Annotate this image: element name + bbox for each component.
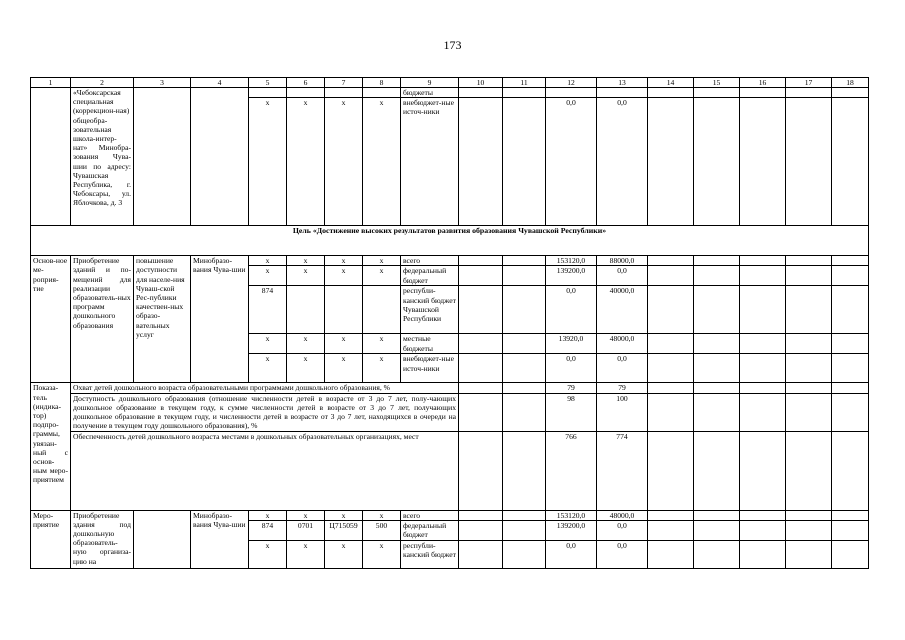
responsible-executor: Минобразо-вания Чува-шии	[191, 510, 249, 568]
table-row: x x x x республи-канский бюджет 0,0 0,0	[31, 540, 869, 568]
col-header: 6	[287, 78, 325, 88]
col-header: 18	[832, 78, 869, 88]
indicator-label: Показа-тель (индика-тор) подпро-граммы, увязан-ный с основ-ным меро-приятием	[31, 383, 71, 510]
header-row	[31, 78, 869, 88]
funding-source: федеральный бюджет	[401, 266, 459, 286]
col-header: 8	[363, 78, 401, 88]
activity-name: «Чебоксарская специальная (коррекцион-ная) общеобра-зовательная школа-интер-нат» Минобра-зования Чува-шии по адресу: Чувашская Республика, г. Чебоксары, ул. Яблочкова, д. 3	[71, 88, 134, 226]
col-header: 5	[249, 78, 287, 88]
funding-source: республи-канский бюджет	[401, 540, 459, 568]
table-row	[31, 88, 869, 98]
activity-name: Приобретение здания под дошкольную образователь-ную организа-цию на	[71, 510, 134, 568]
funding-source: федеральный бюджет	[401, 520, 459, 540]
goal-row	[31, 226, 869, 256]
col-header: 4	[191, 78, 249, 88]
indicator-text: Доступность дошкольного образования (отношение численности детей в возрасте от 3 до 7 лет, полу-чающих дошкольное образование в текущем году, к сумме численности детей в возрасте от 3 до 7 лет, получающих дошкольное образование в текущем году, и численности детей в возрасте от 3 до 7 лет, находящихся в очереди на получение в текущем году дошкольного образования), %	[71, 393, 459, 431]
col-header: 16	[740, 78, 786, 88]
funding-source: бюджеты	[401, 88, 459, 98]
responsible-executor: Минобразо-вания Чува-шии	[191, 256, 249, 383]
col-header: 7	[325, 78, 363, 88]
table-row: Основ-ное ме-роприя-тие Приобретение зданий и по-мещений для реализации образователь-ных программ дошкольного образования повышение доступности для населе-ния Чуваш-ской Рес-публики качествен-ных образо-вательных услуг Минобразо-вания Чува-шии x x x x всего 153120,0 88000,0	[31, 256, 869, 266]
page-number: 173	[443, 38, 462, 52]
indicator-text: Охват детей дошкольного возраста образовательными программами дошкольного образования, %	[71, 383, 459, 393]
funding-source: местные бюджеты	[401, 334, 459, 354]
col-header: 13	[597, 78, 648, 88]
table-row: Меро-приятие Приобретение здания под дошкольную образователь-ную организа-цию на Минобразо-вания Чува-шии x x x x всего 153120,0 48000,0	[31, 510, 869, 520]
indicator-row: Показа-тель (индика-тор) подпро-граммы, увязан-ный с основ-ным меро-приятием Охват детей дошкольного возраста образовательными программами дошкольного образования, % 79 79	[31, 383, 869, 393]
activity-goal	[134, 510, 191, 568]
activity-name: Приобретение зданий и по-мещений для реализации образователь-ных программ дошкольного образования	[71, 256, 134, 383]
indicator-row: Обеспеченность детей дошкольного возраста местами в дошкольных образовательных организациях, мест 766 774	[31, 431, 869, 510]
col-header: 1	[31, 78, 71, 88]
table-row: 874 0701 Ц715059 500 федеральный бюджет 139200,0 0,0	[31, 520, 869, 540]
col-header: 14	[648, 78, 694, 88]
indicator-row: Доступность дошкольного образования (отношение численности детей в возрасте от 3 до 7 лет, полу-чающих дошкольное образование в текущем году, к сумме численности детей в возрасте от 3 до 7 лет, получающих дошкольное образование в текущем году, и численности детей в возрасте от 3 до 7 лет, находящихся в очереди на получение в текущем году дошкольного образования), % 98 100	[31, 393, 869, 431]
col-header: 11	[503, 78, 546, 88]
activity-goal: повышение доступности для населе-ния Чуваш-ской Рес-публики качествен-ных образо-вательных услуг	[134, 256, 191, 383]
funding-source: всего	[401, 256, 459, 266]
table-row: x x x x внебюджет-ные источ-ники 0,0 0,0	[31, 98, 869, 226]
col-header: 2	[71, 78, 134, 88]
col-header: 12	[546, 78, 597, 88]
table-row: x x x x внебюджет-ные источ-ники 0,0 0,0	[31, 354, 869, 383]
budget-table	[30, 77, 869, 569]
table-row: x x x x федеральный бюджет 139200,0 0,0	[31, 266, 869, 286]
col-header: 17	[786, 78, 832, 88]
indicator-text: Обеспеченность детей дошкольного возраста местами в дошкольных образовательных организациях, мест	[71, 431, 459, 510]
goal-title: Цель «Достижение высоких результатов развития образования Чувашской Республики»	[31, 226, 869, 256]
col-header: 3	[134, 78, 191, 88]
activity-type: Основ-ное ме-роприя-тие	[31, 256, 71, 383]
funding-source: республи-канский бюджет Чувашской Республики	[401, 286, 459, 334]
col-header: 9	[401, 78, 459, 88]
col-header: 10	[459, 78, 503, 88]
funding-source: внебюджет-ные источ-ники	[401, 98, 459, 226]
activity-type: Меро-приятие	[31, 510, 71, 568]
table-row: x x x x местные бюджеты 13920,0 48000,0	[31, 334, 869, 354]
funding-source: внебюджет-ные источ-ники	[401, 354, 459, 383]
col-header: 15	[694, 78, 740, 88]
funding-source: всего	[401, 510, 459, 520]
table-row: 874 республи-канский бюджет Чувашской Республики 0,0 40000,0	[31, 286, 869, 334]
